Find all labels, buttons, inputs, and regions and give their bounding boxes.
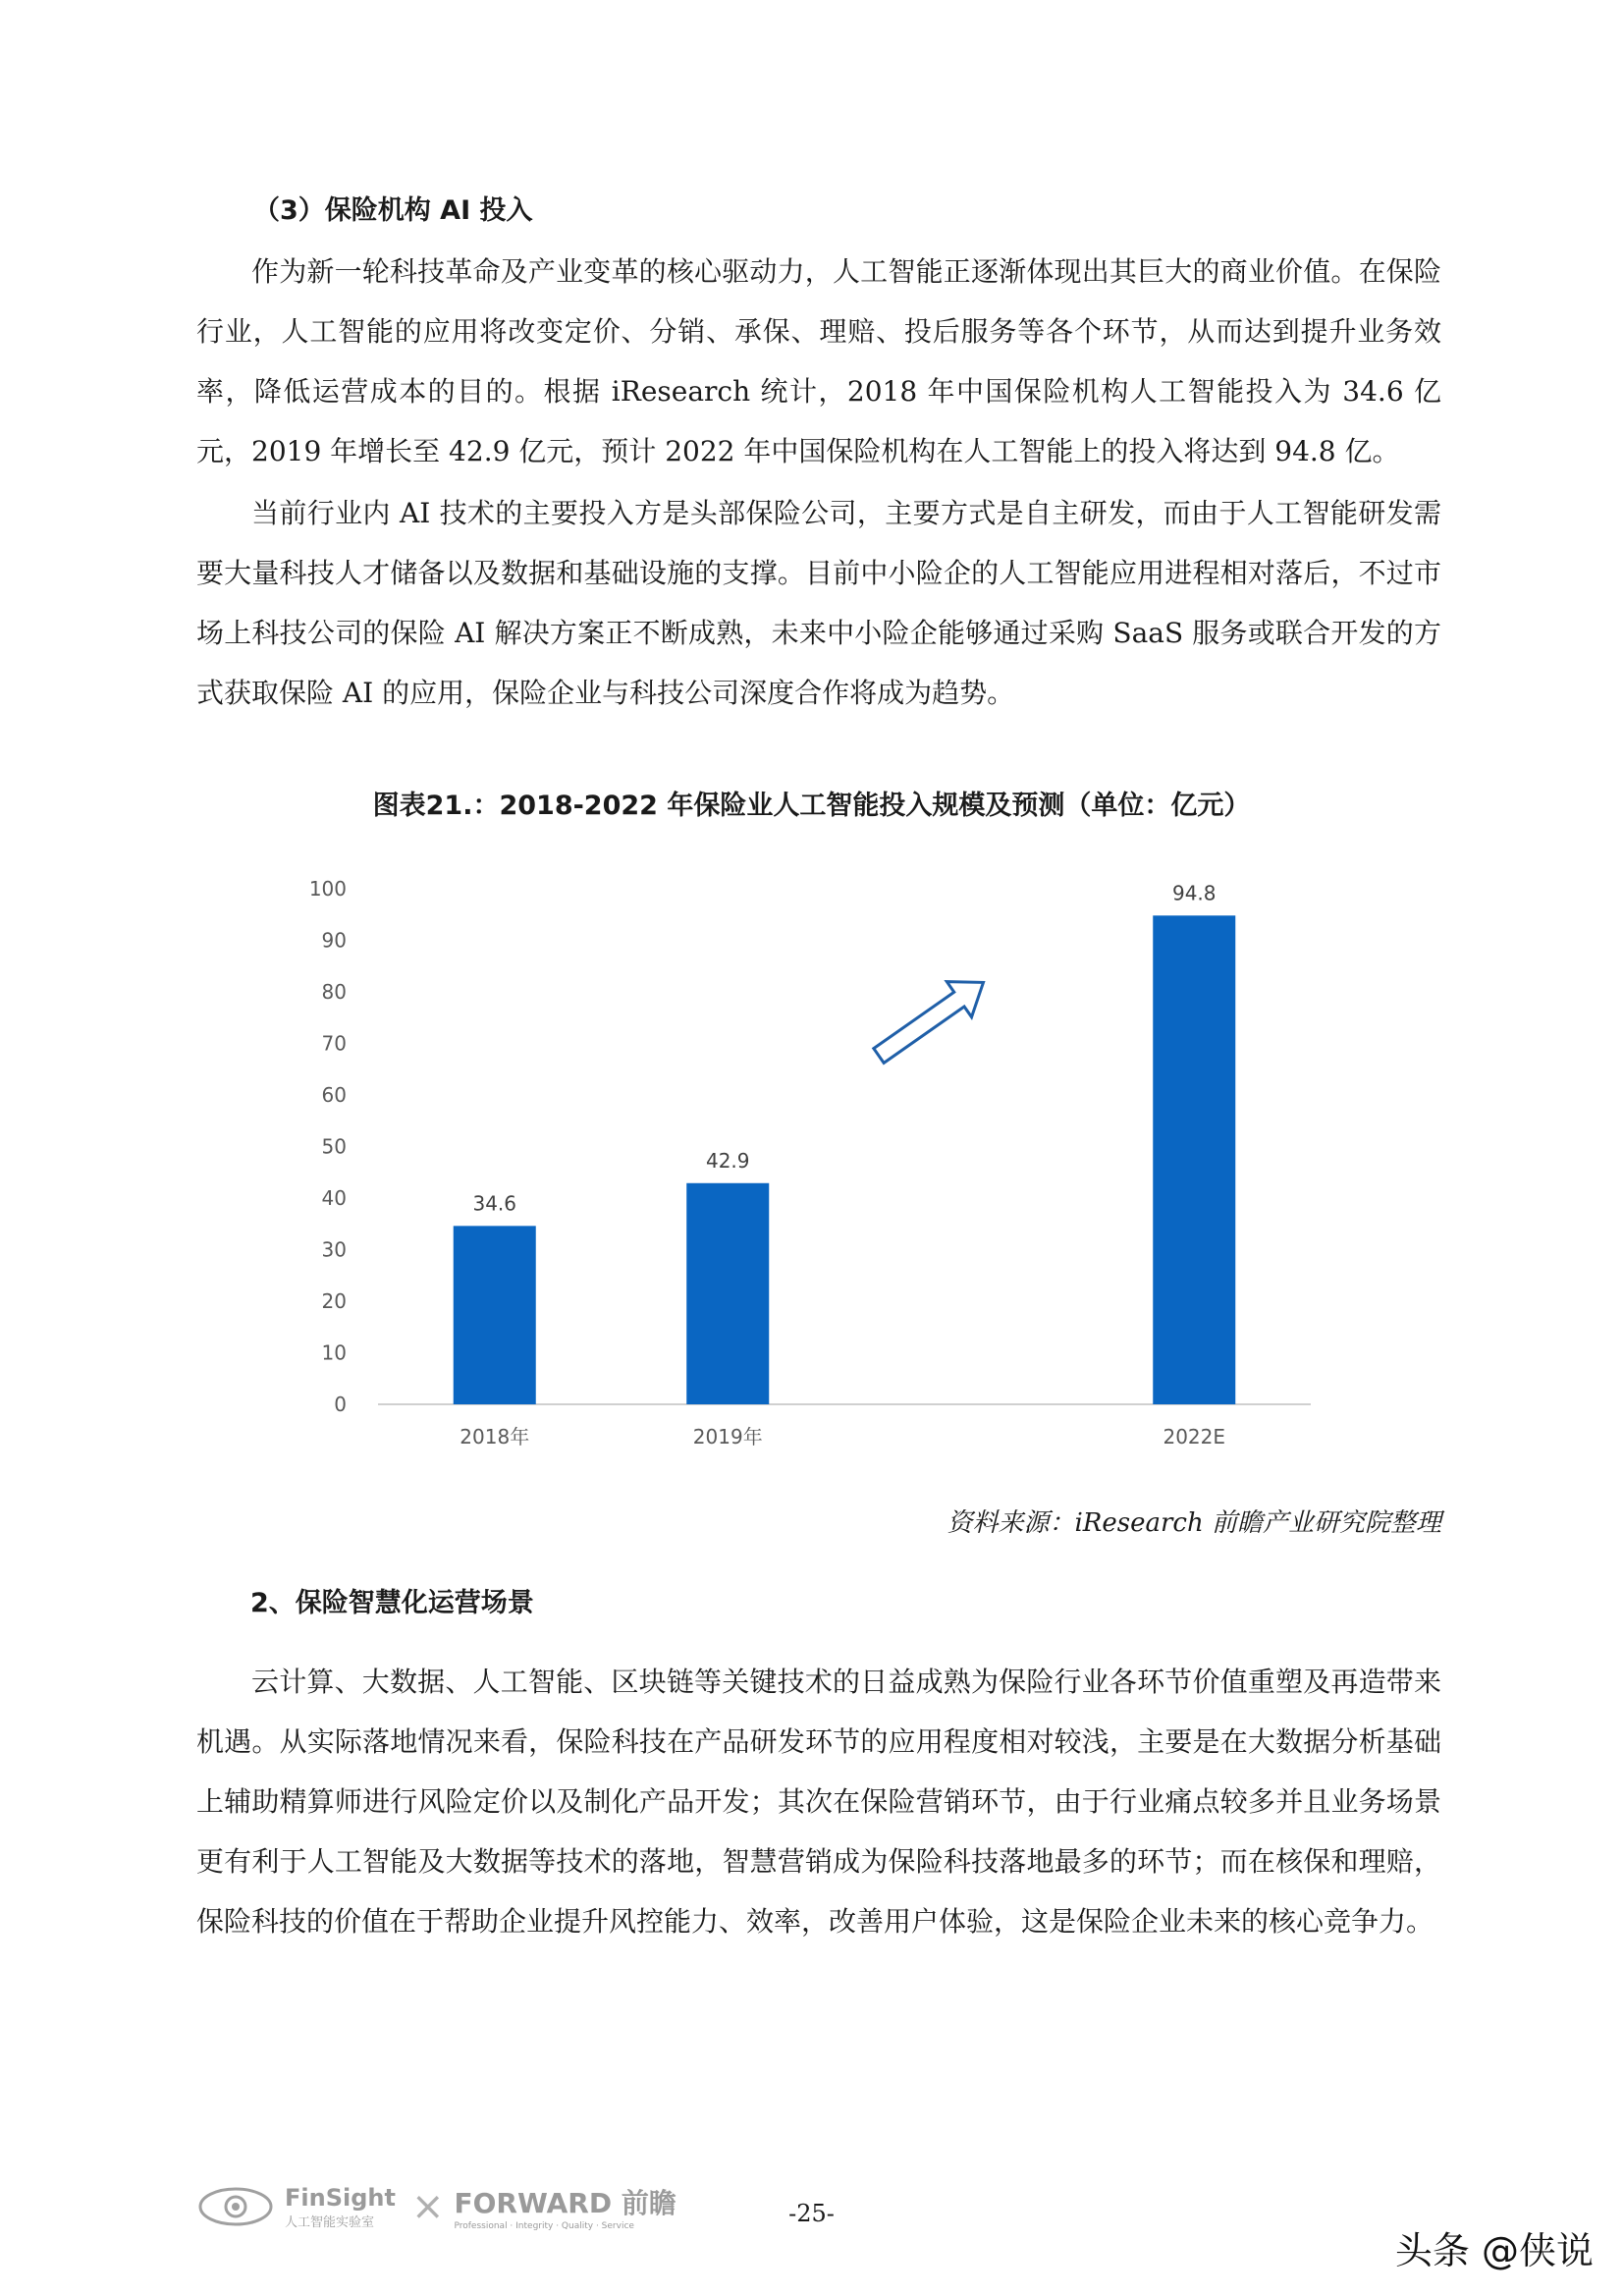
watermark: 头条 @侠说 <box>1394 2229 1594 2272</box>
forward-subtitle: Professional · Integrity · Quality · Service <box>454 2221 634 2231</box>
bar-2018年 <box>454 1226 536 1404</box>
y-tick-label: 70 <box>321 1031 347 1056</box>
y-tick-label: 30 <box>321 1237 347 1262</box>
y-tick-label: 20 <box>321 1289 347 1313</box>
x-tick-label: 2022E <box>1163 1425 1226 1449</box>
paragraph-1: 作为新一轮科技革命及产业变革的核心驱动力，人工智能正逐渐体现出其巨大的商业价值。在保险行业，人工智能的应用将改变定价、分销、承保、理赔、投后服务等各个环节，从而达到提升业务效率，降低运营成本的目的。根据 iResearch 统计，2018 年中国保险机构人工智能投入为 34.6 亿元，2019 年增长至 42.9 亿元，预计 2022 年中国保险机构在人工智能上的投入将达到 94.8 亿。 <box>196 255 1441 467</box>
figure-source: 资料来源：iResearch 前瞻产业研究院整理 <box>947 1508 1441 1538</box>
y-tick-label: 60 <box>321 1083 347 1107</box>
section-2-heading: 2、保险智慧化运营场景 <box>250 1588 534 1618</box>
bar-2019年 <box>686 1183 769 1404</box>
y-tick-label: 50 <box>321 1134 347 1159</box>
figure-caption: 图表21.：2018-2022 年保险业人工智能投入规模及预测（单位：亿元） <box>372 791 1251 821</box>
finsight-name: FinSight <box>285 2183 396 2212</box>
finsight-subtitle: 人工智能实验室 <box>285 2214 375 2230</box>
data-label: 94.8 <box>1171 881 1217 905</box>
y-tick-label: 0 <box>334 1393 347 1416</box>
page-number: -25- <box>788 2200 835 2227</box>
forward-name: FORWARD 前瞻 <box>454 2187 676 2219</box>
bar-2022E <box>1153 915 1235 1404</box>
data-label: 42.9 <box>705 1148 750 1173</box>
x-tick-label: 2019年 <box>692 1425 763 1449</box>
y-tick-label: 40 <box>321 1186 347 1210</box>
y-tick-label: 80 <box>321 980 347 1004</box>
y-tick-label: 100 <box>308 877 347 901</box>
y-tick-label: 10 <box>321 1340 347 1365</box>
y-tick-label: 90 <box>321 928 347 953</box>
bar-chart <box>290 854 1340 1463</box>
paragraph-2: 当前行业内 AI 技术的主要投入方是头部保险公司，主要方式是自主研发，而由于人工智能研发需要大量科技人才储备以及数据和基础设施的支撑。目前中小险企的人工智能应用进程相对落后，不过市场上科技公司的保险 AI 解决方案正不断成熟，未来中小险企能够通过采购 SaaS 服务或联合开发的方式获取保险 AI 的应用，保险企业与科技公司深度合作将成为趋势。 <box>196 497 1441 709</box>
data-label: 34.6 <box>472 1191 517 1216</box>
paragraph-3: 云计算、大数据、人工智能、区块链等关键技术的日益成熟为保险行业各环节价值重塑及再造带来机遇。从实际落地情况来看，保险科技在产品研发环节的应用程度相对较浅，主要是在大数据分析基础上辅助精算师进行风险定价以及制化产品开发；其次在保险营销环节，由于行业痛点较多并且业务场景更有利于人工智能及大数据等技术的落地，智慧营销成为保险科技落地最多的环节；而在核保和理赔，保险科技的价值在于帮助企业提升风控能力、效率，改善用户体验，这是保险企业未来的核心竞争力。 <box>196 1666 1441 1938</box>
x-tick-label: 2018年 <box>460 1425 530 1449</box>
growth-arrow-icon <box>866 964 996 1073</box>
growth-arrow-shape <box>866 964 996 1073</box>
section-heading: （3）保险机构 AI 投入 <box>253 195 533 226</box>
logo-separator: × <box>410 2184 445 2229</box>
